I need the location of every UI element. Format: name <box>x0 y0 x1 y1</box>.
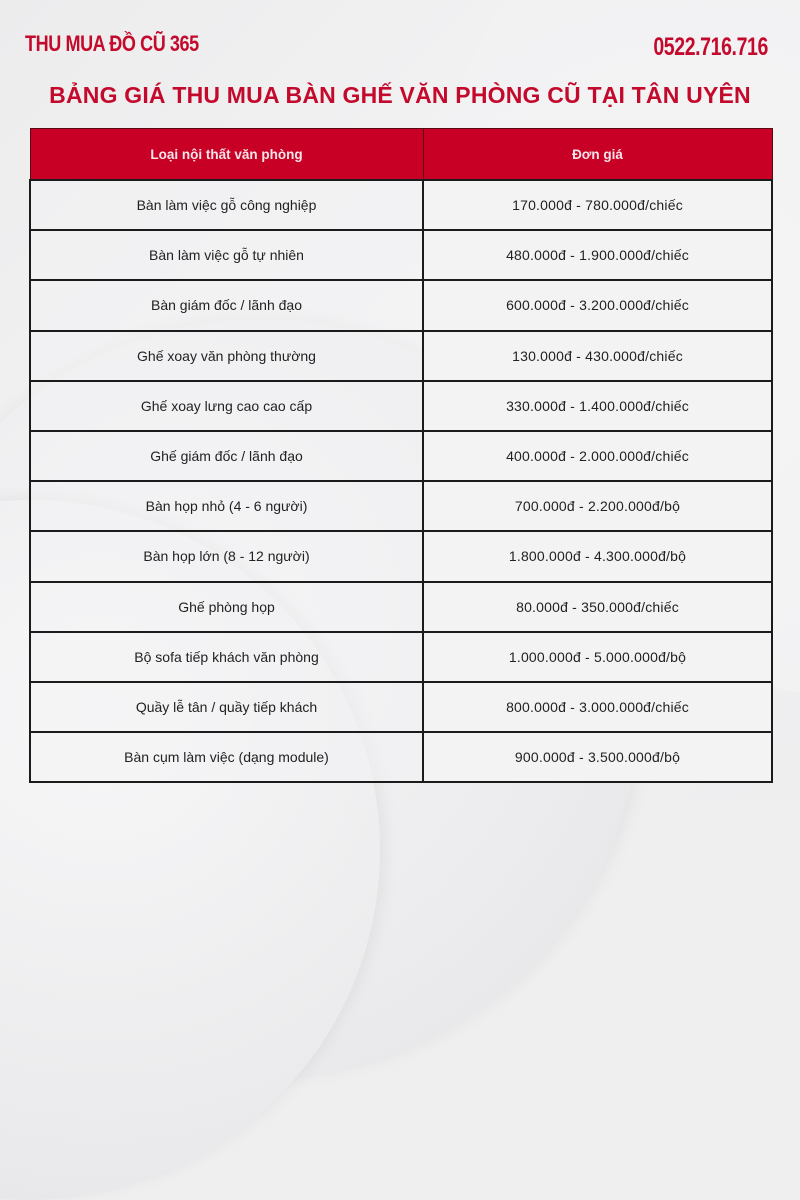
item-price: 700.000đ - 2.200.000đ/bộ <box>423 481 772 531</box>
item-price: 170.000đ - 780.000đ/chiếc <box>423 180 772 230</box>
table-row <box>30 682 772 732</box>
item-name: Bàn họp lớn (8 - 12 người) <box>30 531 423 581</box>
item-name: Ghế phòng họp <box>30 582 423 632</box>
table-row <box>30 180 772 230</box>
item-name: Ghế xoay lưng cao cao cấp <box>30 381 423 431</box>
table-header-row <box>30 129 772 181</box>
table-row <box>30 732 772 782</box>
phone-number: 0522.716.716 <box>653 33 768 61</box>
table-row <box>30 230 772 280</box>
item-name: Bộ sofa tiếp khách văn phòng <box>30 632 423 682</box>
page-title: BẢNG GIÁ THU MUA BÀN GHẾ VĂN PHÒNG CŨ TẠI TÂN UYÊN <box>49 82 751 108</box>
table-row <box>30 280 772 330</box>
item-price: 900.000đ - 3.500.000đ/bộ <box>423 732 772 782</box>
item-price: 1.800.000đ - 4.300.000đ/bộ <box>423 531 772 581</box>
table-row <box>30 582 772 632</box>
item-price: 600.000đ - 3.200.000đ/chiếc <box>423 280 772 330</box>
column-header-unit-price: Đơn giá <box>423 129 772 181</box>
item-price: 330.000đ - 1.400.000đ/chiếc <box>423 381 772 431</box>
item-price: 130.000đ - 430.000đ/chiếc <box>423 331 772 381</box>
item-name: Bàn làm việc gỗ công nghiệp <box>30 180 423 230</box>
table-row <box>30 431 772 481</box>
item-name: Bàn cụm làm việc (dạng module) <box>30 732 423 782</box>
item-price: 1.000.000đ - 5.000.000đ/bộ <box>423 632 772 682</box>
item-name: Ghế giám đốc / lãnh đạo <box>30 431 423 481</box>
item-name: Bàn làm việc gỗ tự nhiên <box>30 230 423 280</box>
item-price: 800.000đ - 3.000.000đ/chiếc <box>423 682 772 732</box>
table-row <box>30 531 772 581</box>
table-row <box>30 481 772 531</box>
item-price: 400.000đ - 2.000.000đ/chiếc <box>423 431 772 481</box>
price-table-container <box>29 128 771 783</box>
price-table <box>29 128 773 783</box>
table-row <box>30 632 772 682</box>
brand-name: THU MUA ĐỒ CŨ 365 <box>25 31 199 56</box>
column-header-item-type: Loại nội thất văn phòng <box>30 129 423 181</box>
item-price: 480.000đ - 1.900.000đ/chiếc <box>423 230 772 280</box>
item-name: Bàn giám đốc / lãnh đạo <box>30 280 423 330</box>
table-row <box>30 331 772 381</box>
item-name: Quầy lễ tân / quầy tiếp khách <box>30 682 423 732</box>
item-name: Ghế xoay văn phòng thường <box>30 331 423 381</box>
item-price: 80.000đ - 350.000đ/chiếc <box>423 582 772 632</box>
table-row <box>30 381 772 431</box>
item-name: Bàn họp nhỏ (4 - 6 người) <box>30 481 423 531</box>
